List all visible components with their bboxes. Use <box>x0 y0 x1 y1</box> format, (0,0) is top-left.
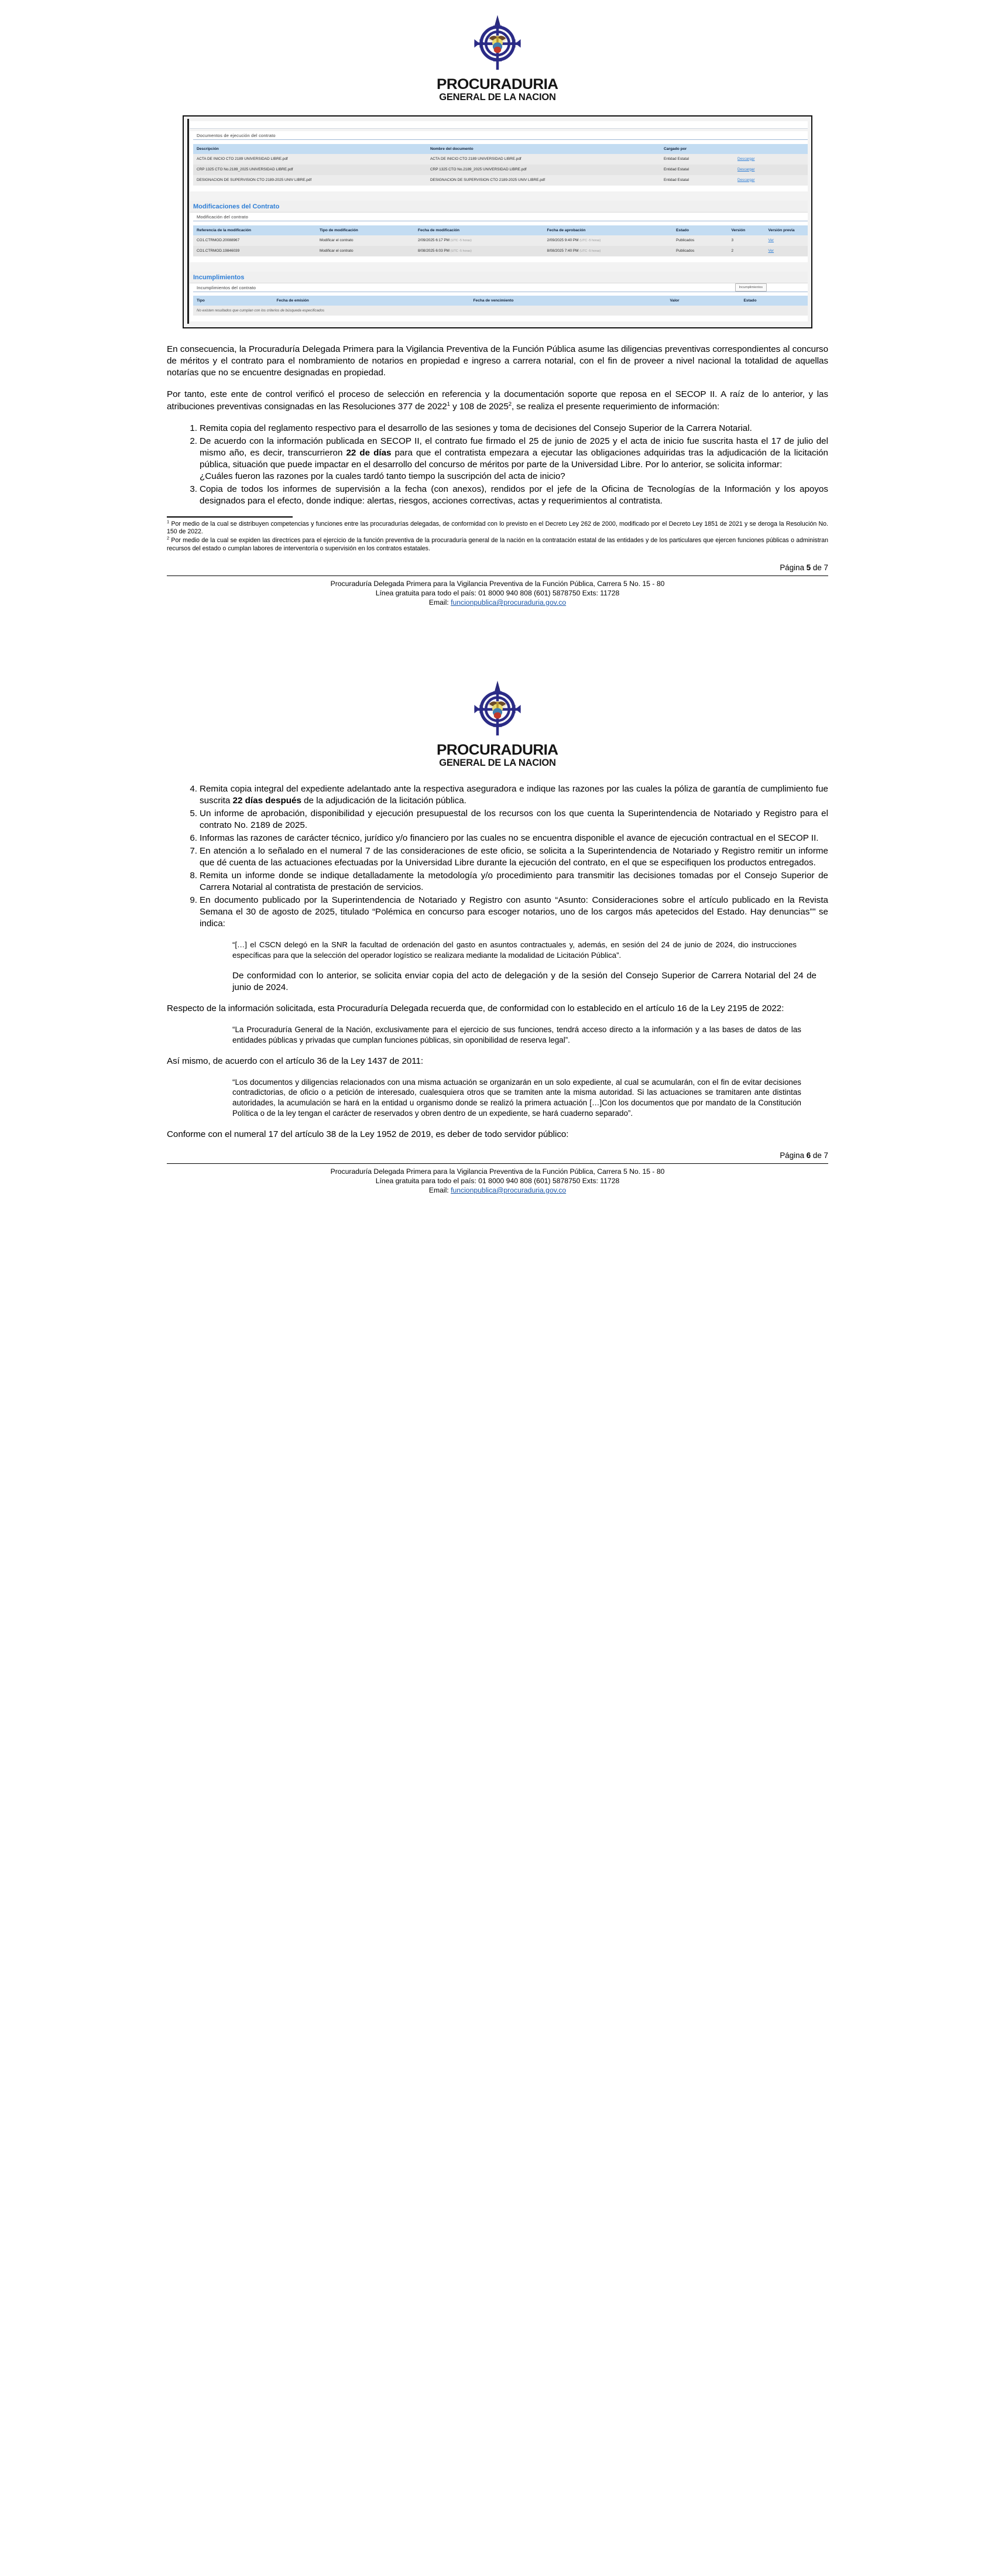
list-item <box>190 808 828 831</box>
cell-version: 3 <box>728 235 765 246</box>
list-item-text: Copia de todos los informes de supervisión a la fecha (con anexos), rendidos por el jefe de la Oficina de Tecnologías de la Información y los apoyos designados para el efecto, donde indique: alertas, riesgos, acciones correctivas, actas y requerimientos al contratista. <box>200 484 828 506</box>
quote-ley-1437: “Los documentos y diligencias relacionados con una misma actuación se organizarán en un solo expediente, al cual se acumularán, con el fin de evitar decisiones contradictorias, de oficio o a petición de interesado, cualesquiera otros que se tramiten ante la misma autoridad. Si las actuaciones se tramitaren ante distintas autoridades, la acumulación se hará en la entidad u organismo donde se realizó la primera actuación […]Con los documentos que por mandato de la Constitución Política o de la ley tengan el carácter de reservados y obren dentro de un expediente, se hará cuaderno separado”. <box>232 1077 801 1118</box>
footer-email-link[interactable]: funcionpublica@procuraduria.gov.co <box>451 598 567 607</box>
cell-tipo: Modificar el contrato <box>316 235 414 246</box>
pagenum-prefix: Página <box>780 563 807 572</box>
list-item <box>190 484 828 507</box>
document-page-5 <box>0 0 995 607</box>
list-item <box>190 783 828 807</box>
col-nombre-documento: Nombre del documento <box>427 144 660 154</box>
list-item <box>190 436 829 482</box>
utc-note: (UTC -5 horas) <box>579 249 601 253</box>
cell-fecha-modificacion <box>414 235 544 246</box>
list-item <box>190 833 828 844</box>
footnote-marker: 1 <box>167 519 170 525</box>
utc-note: (UTC -5 horas) <box>450 238 472 242</box>
cell-descripcion: CRP 1325 CTO No.2189_2025 UNIVERSIDAD LIBRE.pdf <box>193 165 427 175</box>
list-item-number: 9. <box>190 895 197 906</box>
documentos-section-title: Documentos de ejecución del contrato <box>193 131 808 140</box>
list-item-text: Informas las razones de carácter técnico, jurídico y/o financiero por las cuales no se encuentra disponible el avance de ejecución contractual en el SECOP II. <box>200 833 819 843</box>
footnote-1 <box>167 520 828 536</box>
quote-cscn-delegacion: “[…] el CSCN delegó en la SNR la facultad de ordenación del gasto en asuntos contractuales y, además, en sesión del 24 de junio de 2024, dio instrucciones específicas para que la selección del operador logístico se realizara mediante la modalidad de Licitación Pública”. <box>232 940 797 960</box>
utc-note: (UTC -5 horas) <box>450 249 472 253</box>
col-referencia: Referencia de la modificación <box>193 225 316 235</box>
pagenum-suffix: de 7 <box>811 563 828 572</box>
paragraph-asimismo-ley-1437: Así mismo, de acuerdo con el artículo 36 de la Ley 1437 de 2011: <box>167 1056 424 1066</box>
col-version-previa: Versión previa <box>765 225 808 235</box>
cell-referencia: CO1.CTRMOD.20088967 <box>193 235 316 246</box>
list-item-text: Remita copia del reglamento respectivo para el desarrollo de las sesiones y toma de decisiones del Consejo Superior de la Carrera Notarial. <box>200 423 752 433</box>
footer-phone: Línea gratuita para todo el país: 01 8000 940 808 (601) 5878750 Exts: 11728 <box>375 589 620 598</box>
incumplimientos-heading: Incumplimientos <box>190 272 808 283</box>
procuraduria-crest-logo <box>466 679 529 742</box>
view-previous-version-link[interactable]: Ver <box>765 246 808 256</box>
empty-results-message: No existen resultados que cumplan con los criterios de búsqueda especificados <box>193 306 808 316</box>
incumplimientos-section-title: Incumplimientos del contrato <box>197 285 256 290</box>
por-tanto-part3: , se realiza el presente requerimiento de información: <box>511 401 720 412</box>
requirements-list-page5 <box>167 423 828 507</box>
list-item-number: 1. <box>190 423 197 433</box>
procuraduria-crest-logo <box>466 13 529 76</box>
date-value: 2/09/2025 9:40 PM <box>547 238 579 242</box>
list-item <box>190 870 828 893</box>
pagenum-prefix: Página <box>780 1150 807 1160</box>
col-fecha-modificacion: Fecha de modificación <box>414 225 544 235</box>
download-link[interactable]: Descargar <box>734 154 808 165</box>
list-item-text: Un informe de aprobación, disponibilidad y ejecución presupuestal de los recursos con los que cuenta la Superintendencia de Notariado y Registro para el contrato No. 2189 de 2025. <box>200 808 828 830</box>
cell-estado: Publicados <box>673 246 728 256</box>
list-item-number: 8. <box>190 871 197 881</box>
col-accion <box>734 144 808 154</box>
table-row <box>193 246 808 256</box>
incumplimientos-button[interactable]: Incumplimientos <box>735 283 767 292</box>
cell-cargado-por: Entidad Estatal <box>660 154 734 165</box>
list-item-number: 4. <box>190 783 197 794</box>
list-item-number: 7. <box>190 846 197 857</box>
footer-email <box>167 1186 828 1195</box>
paragraph-conformidad-delegacion: De conformidad con lo anterior, se solicita enviar copia del acto de delegación y de la sesión del Consejo Superior de Carrera Notarial del 24 de junio de 2024. <box>232 970 816 992</box>
cell-descripcion: ACTA DE INICIO CTO 2189 UNIVERSIDAD LIBRE.pdf <box>193 154 427 165</box>
table-header-row <box>193 296 808 306</box>
documentos-table <box>193 144 808 186</box>
cell-version: 2 <box>728 246 765 256</box>
pagenum-value: 6 <box>806 1150 811 1160</box>
footnote-text: Por medio de la cual se expiden las directrices para el ejercicio de la función preventiva de la procuraduría general de la nación en la contratación estatal de las entidades y de los particulares que ejercen funciones públicas o administran recursos del estado o cumplan labores de interventoría o supervisión en los contratos estatales. <box>167 537 828 552</box>
view-previous-version-link[interactable]: Ver <box>765 235 808 246</box>
col-estado: Estado <box>673 225 728 235</box>
col-version: Versión <box>728 225 765 235</box>
logo-text-line1: PROCURADURIA <box>437 76 558 93</box>
download-link[interactable]: Descargar <box>734 175 808 186</box>
table-empty-row <box>193 306 808 316</box>
table-header-row <box>193 144 808 154</box>
modificaciones-section-title: Modificación del contrato <box>193 213 808 221</box>
table-row <box>193 154 808 165</box>
institution-logo <box>167 0 828 102</box>
footer-email-label: Email: <box>428 598 451 607</box>
logo-text-line2: GENERAL DE LA NACION <box>439 758 556 769</box>
list-item-text: De acuerdo con la información publicada en SECOP II, el contrato fue firmado el 25 de junio de 2025 y el acta de inicio fue suscrita hasta el 17 de julio del mismo año, es decir, transcurrieron 22 de días para que el contratista empezara a ejecutar las obligaciones adquiridas tras la adjudicación de la licitación pública, situación que puede impactar en el desarrollo del concurso de méritos por parte de la Universidad Libre. Por lo anterior, se solicita informar: ¿Cuáles fueron las razones por la cuales tardó tanto tiempo la suscripción del acta de inicio? <box>200 436 829 481</box>
cell-fecha-aprobacion <box>544 246 673 256</box>
por-tanto-part1: Por tanto, este ente de control verificó el proceso de selección en referencia y la documentación soporte que reposa en el SECOP II. A raíz de lo anterior, y las atribuciones preventivas consignadas en las Resoluciones 377 de 2022 <box>167 389 828 412</box>
page-footer <box>167 576 828 607</box>
footnote-text: Por medio de la cual se distribuyen competencias y funciones entre las procuradurías delegadas, de conformidad con lo previsto en el Decreto Ley 262 de 2000, modificado por el Decreto Ley 1851 de 2021 y se deroga la Resolución No. 150 de 2022. <box>167 520 828 536</box>
logo-text-line2: GENERAL DE LA NACION <box>439 92 556 102</box>
cell-cargado-por: Entidad Estatal <box>660 165 734 175</box>
incumplimientos-table <box>193 296 808 316</box>
table-header-row <box>193 225 808 235</box>
footer-email <box>167 598 828 607</box>
cell-cargado-por: Entidad Estatal <box>660 175 734 186</box>
quote-ley-2195: “La Procuraduría General de la Nación, exclusivamente para el ejercicio de sus funciones, tendrá acceso directo a la información y a las bases de datos de las entidades públicas y privadas que cumplan funciones públicas, sin oponibilidad de reserva legal”. <box>232 1025 801 1045</box>
requirements-list-page6 <box>167 783 828 930</box>
list-item-number: 2. <box>190 436 197 446</box>
modificaciones-heading: Modificaciones del Contrato <box>190 201 808 213</box>
list-item-text: En documento publicado por la Superintendencia de Notariado y Registro con asunto “Asunto: Consideraciones sobre el artículo publicado en la Revista Semana el 30 de agosto de 2025, titulado “Polémica en concurso para escoger notarios, uno de los cargos más apetecidos del Estado. Hay denuncias”” se indica: <box>200 895 828 929</box>
footnote-2 <box>167 537 828 552</box>
screenshot-left-rail <box>187 119 189 324</box>
list-item-number: 3. <box>190 484 197 494</box>
paragraph-respecto-informacion: Respecto de la información solicitada, esta Procuraduría Delegada recuerda que, de conformidad con lo establecido en el artículo 16 de la Ley 2195 de 2022: <box>167 1003 784 1014</box>
col-tipo: Tipo de modificación <box>316 225 414 235</box>
list-item-number: 5. <box>190 808 197 818</box>
institution-logo <box>167 666 828 768</box>
section-spacer <box>190 262 808 272</box>
list-item-text: En atención a lo señalado en el numeral 7 de las consideraciones de este oficio, se solicita a la Superintendencia de Notariado y Registro remitir un informe que dé cuenta de las actuaciones efectuadas por la Universidad Libre durante la ejecución del contrato, en el que se especifiquen los productos entregados. <box>200 846 828 868</box>
page-number-5 <box>167 563 828 572</box>
por-tanto-part2: y 108 de 2025 <box>450 401 509 412</box>
page-break-gap <box>0 607 995 666</box>
cell-nombre: ACTA DE INICIO CTO 2189 UNIVERSIDAD LIBRE.pdf <box>427 154 660 165</box>
date-value: 8/08/2025 6:03 PM <box>418 248 450 253</box>
page-number-6 <box>167 1151 828 1160</box>
cell-fecha-aprobacion <box>544 235 673 246</box>
cell-nombre: DESIGNACION DE SUPERVISION CTO 2189-2025 UNIV LIBRE.pdf <box>427 175 660 186</box>
modificaciones-table <box>193 225 808 256</box>
cell-nombre: CRP 1325 CTO No.2189_2025 UNIVERSIDAD LIBRE.pdf <box>427 165 660 175</box>
col-descripcion: Descripción <box>193 144 427 154</box>
page6-body <box>167 783 828 1195</box>
section-spacer <box>190 191 808 201</box>
list-item-text: Remita copia integral del expediente adelantado ante la respectiva aseguradora e indique las razones por las cuales la póliza de garantía de cumplimiento fue suscrita 22 días después de la adjudicación de la licitación pública. <box>200 783 828 806</box>
footnote-marker: 2 <box>167 535 170 541</box>
paragraph-consecuencia: En consecuencia, la Procuraduría Delegada Primera para la Vigilancia Preventiva de la Función Pública asume las diligencias preventivas correspondientes al concurso de méritos y el contrato para el nombramiento de notarios en propiedad e ingreso a carrera notarial, con el fin de proveer a nivel nacional la totalidad de aquellas notarías que no se encuentre designadas en propiedad. <box>167 344 828 378</box>
page5-body <box>167 344 828 607</box>
footer-phone: Línea gratuita para todo el país: 01 8000 940 808 (601) 5878750 Exts: 11728 <box>375 1176 620 1185</box>
list-item-text: Remita un informe donde se indique detalladamente la metodología y/o procedimiento para transmitir las decisiones tomadas por el Consejo Superior de Carrera Notarial al contratista de prestación de servicios. <box>200 871 828 893</box>
date-value: 2/09/2025 6:17 PM <box>418 238 450 242</box>
footnote-ref-2: 2 <box>508 400 512 407</box>
secop-screenshot <box>183 115 812 329</box>
cell-referencia: CO1.CTRMOD.19846039 <box>193 246 316 256</box>
col-fecha-emision: Fecha de emisión <box>273 296 470 306</box>
table-row <box>193 235 808 246</box>
list-item <box>190 895 828 930</box>
utc-note: (UTC -5 horas) <box>579 238 601 242</box>
screenshot-top-band <box>190 121 808 129</box>
col-valor: Valor <box>667 296 740 306</box>
cell-tipo: Modificar el contrato <box>316 246 414 256</box>
col-tipo: Tipo <box>193 296 273 306</box>
footnote-ref-1: 1 <box>447 400 450 407</box>
list-item-number: 6. <box>190 833 197 843</box>
footer-email-label: Email: <box>428 1186 451 1194</box>
col-estado: Estado <box>740 296 808 306</box>
cell-fecha-modificacion <box>414 246 544 256</box>
col-fecha-vencimiento: Fecha de vencimiento <box>470 296 667 306</box>
footer-address: Procuraduría Delegada Primera para la Vigilancia Preventiva de la Función Pública, Carrera 5 No. 15 - 80 <box>330 579 665 588</box>
date-value: 8/08/2025 7:40 PM <box>547 248 579 253</box>
logo-text-line1: PROCURADURIA <box>437 742 558 759</box>
col-cargado-por: Cargado por <box>660 144 734 154</box>
footer-email-link[interactable]: funcionpublica@procuraduria.gov.co <box>451 1186 567 1194</box>
document-page-6 <box>0 666 995 1195</box>
table-row <box>193 175 808 186</box>
footer-address: Procuraduría Delegada Primera para la Vigilancia Preventiva de la Función Pública, Carrera 5 No. 15 - 80 <box>330 1167 665 1176</box>
paragraph-conforme-ley-1952: Conforme con el numeral 17 del artículo 38 de la Ley 1952 de 2019, es deber de todo servidor público: <box>167 1129 569 1139</box>
paragraph-por-tanto <box>167 389 828 412</box>
list-item <box>190 845 828 869</box>
cell-estado: Publicados <box>673 235 728 246</box>
pagenum-suffix: de 7 <box>811 1150 828 1160</box>
pagenum-value: 5 <box>806 563 811 572</box>
footnote-separator <box>167 516 293 518</box>
cell-descripcion: DESIGNACION DE SUPERVISION CTO 2189-2025 UNIV LIBRE.pdf <box>193 175 427 186</box>
download-link[interactable]: Descargar <box>734 165 808 175</box>
page-footer <box>167 1163 828 1195</box>
list-item <box>190 423 828 434</box>
col-fecha-aprobacion: Fecha de aprobación <box>544 225 673 235</box>
table-row <box>193 165 808 175</box>
